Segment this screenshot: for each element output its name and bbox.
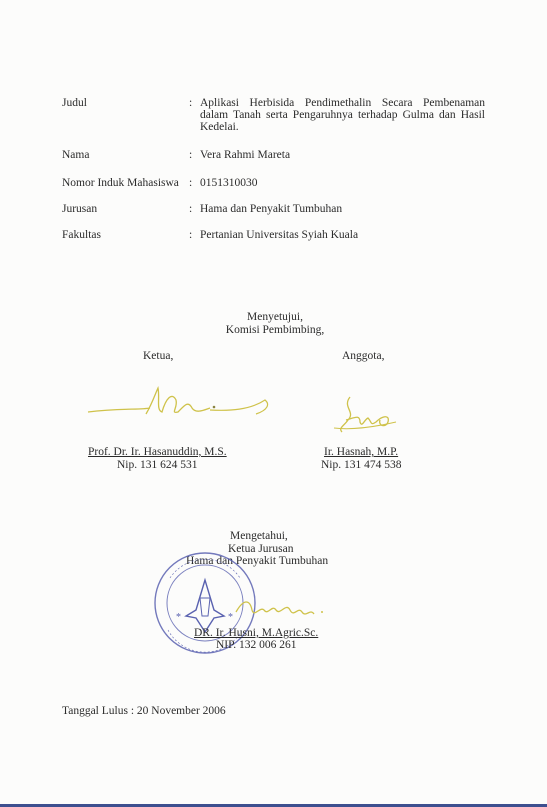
field-colon: : [189, 177, 193, 189]
member-signature [330, 392, 410, 437]
field-label-jurusan: Jurusan [62, 203, 98, 215]
field-colon: : [189, 97, 193, 109]
field-label-nama: Nama [62, 149, 90, 161]
acknowledgement-heading: Mengetahui, [230, 530, 288, 542]
chair-role: Ketua, [143, 350, 174, 362]
field-colon: : [189, 229, 193, 241]
head-signature [232, 588, 332, 628]
field-colon: : [189, 203, 193, 215]
chair-nip: Nip. 131 624 531 [117, 459, 198, 471]
field-value-judul: Aplikasi Herbisida Pendimethalin Secara Pembenaman dalam Tanah serta Pengaruhnya terhadap Gulma dan Hasil Kedelai. [200, 97, 485, 133]
field-label-judul: Judul [62, 97, 87, 109]
field-value-nim: 0151310030 [200, 177, 258, 189]
approval-heading: Menyetujui, [247, 311, 303, 323]
member-role: Anggota, [342, 350, 385, 362]
department-head-title: Ketua Jurusan [228, 543, 294, 555]
head-nip: NIP. 132 006 261 [216, 639, 297, 651]
field-value-nama: Vera Rahmi Mareta [200, 149, 291, 161]
graduation-date: Tanggal Lulus : 20 November 2006 [62, 705, 226, 717]
field-label-nim: Nomor Induk Mahasiswa [62, 177, 179, 189]
chair-signature [80, 378, 280, 428]
committee-title: Komisi Pembimbing, [225, 324, 325, 336]
field-value-jurusan: Hama dan Penyakit Tumbuhan [200, 203, 343, 215]
department-name: Hama dan Penyakit Tumbuhan [186, 555, 329, 567]
member-name: Ir. Hasnah, M.P. [324, 446, 399, 458]
svg-text:*: * [228, 612, 233, 623]
field-label-fakultas: Fakultas [62, 229, 101, 241]
field-value-fakultas: Pertanian Universitas Syiah Kuala [200, 229, 359, 241]
svg-text:*: * [176, 612, 181, 623]
member-nip: Nip. 131 474 538 [321, 459, 402, 471]
field-colon: : [189, 149, 193, 161]
chair-name: Prof. Dr. Ir. Hasanuddin, M.S. [88, 446, 227, 458]
head-name: DR. Ir. Husni, M.Agric.Sc. [194, 627, 319, 639]
